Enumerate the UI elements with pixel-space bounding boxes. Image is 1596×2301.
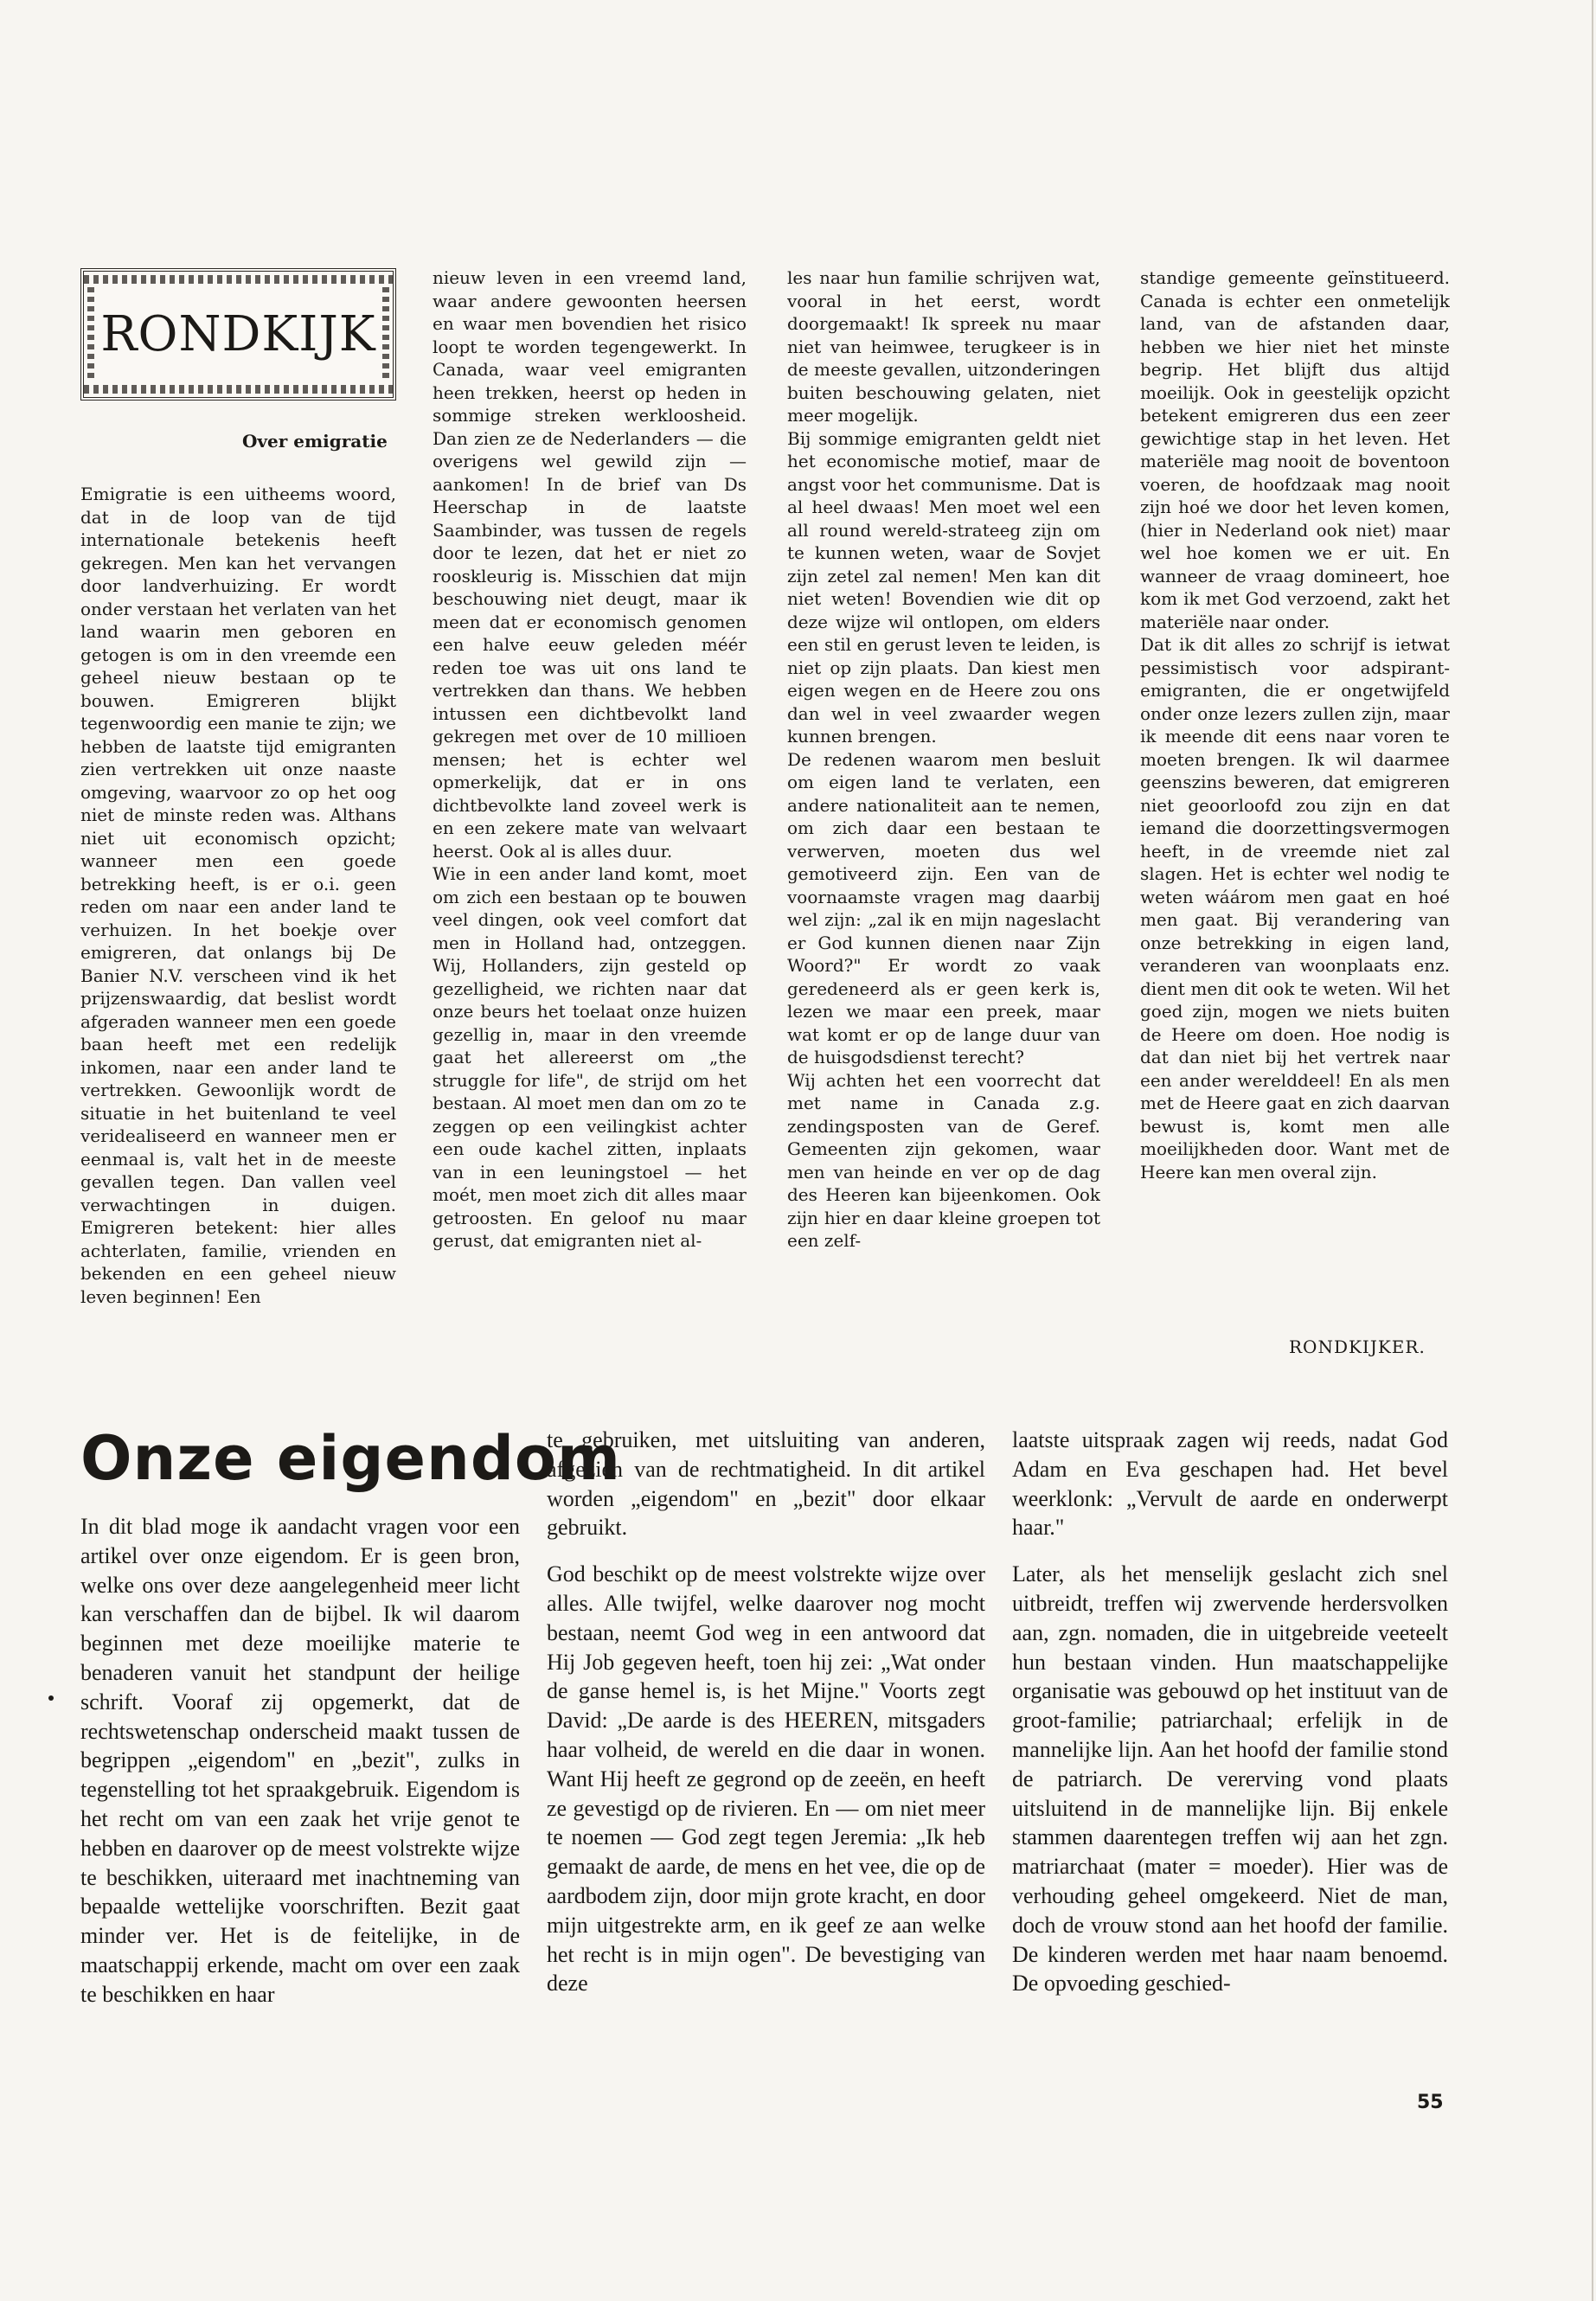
ornamental-border-left (87, 287, 94, 381)
paragraph: De redenen waarom men besluit om eigen land te verlaten, een andere nationaliteit aan te nemen, om zich daar een bestaan te verwerven, moeten dus wel gemotiveerd zijn. Een van de voornaamste vragen mag daarbij wel zijn: „zal ik en mijn nageslacht er God kunnen dienen naar Zijn Woord?" Er wordt zo vaak geredeneerd als er geen kerk is, lezen we maar een preek, maar wat komt er op de lange duur van de huisgodsdienst terecht? (787, 748, 1100, 1067)
eigendom-column-1 (80, 1512, 520, 2066)
rondkijk-column-2 (433, 266, 747, 1363)
paragraph: Wij achten het een voorrecht dat met name in Canada z.g. zendingsposten van de Geref. Gemeenten zijn gekomen, waar men van heinde en ver op de dag des Heeren kan bijeenkomen. Ook zijn hier en daar kleine groepen tot een zelf- (787, 1069, 1100, 1251)
rondkijk-column-4 (1140, 266, 1450, 1339)
paragraph: nieuw leven in een vreemd land, waar andere gewoonten heersen en waar men bovendien het risico loopt te worden tegengewerkt. In Canada, waar veel emigranten heen trekken, heerst op heden in sommige streken werkloosheid. Dan zien ze de Nederlanders — die overigens wel gewild zijn — aankomen! In de brief van Ds Heerschap in de laatste Saambinder, was tussen de regels door te lezen, dat het er niet zo rooskleurig is. Misschien dat mijn beschouwing niet deugt, maar ik meen dat er economisch genomen een halve eeuw geleden méér reden toe was uit ons land te vertrekken dan thans. We hebben intussen een dichtbevolkt land gekregen met over de 10 millioen mensen; het is echter wel opmerkelijk, dat er in ons dichtbevolkte land zoveel werk is en een zekere mate van welvaart heerst. Ook al is alles duur. (433, 267, 747, 862)
paragraph: Wie in een ander land komt, moet om zich een bestaan op te bouwen veel dingen, ook veel comfort dat men in Holland had, ontzeggen. Wij, Hollanders, zijn gesteld op gezelligheid, we richten naar dat onze beurs het toelaat onze huizen gezellig in, maar in den vreemde gaat het allereerst om „the struggle for life", de strijd om het bestaan. Al moet men dan om zo te zeggen op een veilingkist achter een oude kachel zitten, inplaats van in een leuningstoel — het moét, men moet zich dit alles maar getroosten. En geloof nu maar gerust, dat emigranten niet al- (433, 863, 747, 1251)
rondkijk-subtitle: Over emigratie (242, 431, 388, 452)
article-heading: Onze eigendom (80, 1423, 621, 1494)
ornamental-border-top (84, 275, 393, 284)
rondkijk-title: RONDKIJK (100, 306, 376, 362)
page-number: 55 (1417, 2092, 1444, 2113)
paragraph: les naar hun familie schrijven wat, vooral in het eerst, wordt doorgemaakt! Ik spreek nu maar niet van heimwee, terugkeer is in de meeste gevallen, uitzonderingen buiten beschouwing gelaten, niet meer mogelijk. (787, 267, 1100, 426)
rondkijk-column-3 (787, 266, 1100, 1363)
rondkijk-column-1 (80, 483, 396, 1358)
page-edge (1592, 0, 1593, 2301)
paragraph: In dit blad moge ik aandacht vragen voor een artikel over onze eigendom. Er is geen bron, welke ons over deze aangelegenheid meer licht kan verschaffen dan de bijbel. Ik wil daarom beginnen met deze moeilijke materie te benaderen vanuit het standpunt der heilige schrift. Vooraf zij opgemerkt, dat de rechtswetenschap onderscheid maakt tussen de begrippen „eigendom" en „bezit", zulks in tegenstelling tot het spraakgebruik. Eigendom is het recht om van een zaak het vrije genot te hebben en daarover op de meest volstrekte wijze te beschikken, uiteraard met inachtneming van bepaalde wettelijke voorschriften. Bezit gaat minder ver. Het is de feitelijke, in de maatschappij erkende, macht om over een zaak te beschikken en haar (80, 1514, 520, 2007)
ornamental-border-bottom (84, 385, 393, 394)
paragraph: laatste uitspraak zagen wij reeds, nadat God Adam en Eva geschapen had. Het bevel weerklonk: „Vervult de aarde en onderwerpt haar." (1012, 1427, 1448, 1541)
eigendom-column-3 (1012, 1426, 1448, 2066)
paragraph: Bij sommige emigranten geldt niet het economische motief, maar de angst voor het communisme. Dat is al heel dwaas! Men moet wel een all round wereld-strateeg zijn om te kunnen weten, waar de Sovjet zijn zetel zal nemen! Men kan dit niet weten! Bovendien wie dit op deze wijze wil ontlopen, om elders een stil en gerust leven te leiden, is niet op zijn plaats. Dan kiest men eigen wegen en de Heere zou ons dan wel in veel zwaarder wegen kunnen brengen. (787, 427, 1100, 747)
rondkijk-header-frame (80, 268, 396, 401)
paragraph: Dat ik dit alles zo schrijf is ietwat pessimistisch voor adspirant-emigranten, die er ongetwijfeld onder onze lezers zullen zijn, maar ik meende dit eens naar voren te moeten brengen. Ik wil daarmee geenszins beweren, dat emigreren niet geoorloofd zou zijn en dat iemand die doorzettingsvermogen heeft, in de vreemde niet zal slagen. Het is echter wel nodig te weten wáárom men gaat en hoé men gaat. Bij verandering van onze betrekking in eigen land, veranderen van woonplaats enz. dient men dit ook te weten. Wil het goed zijn, mogen we niets buiten de Heere om doen. Hoe nodig is dat dan niet bij het vertrek naar een ander werelddeel! En als men met de Heere gaat en zich daarvan bewust is, komt men alle moeilijkheden door. Want met de Heere kan men overal zijn. (1140, 634, 1450, 1183)
paragraph: Later, als het menselijk geslacht zich snel uitbreidt, treffen wij zwervende herdersvolken aan, zgn. nomaden, die in uitgebreide veeteelt hun bestaan vinden. Hun maatschappelijke organisatie was gebouwd op het instituut van de groot-familie; patriarchaal; erfelijk in de mannelijke lijn. Aan het hoofd der familie stond de patriarch. De vererving vond plaats uitsluitend in de mannelijke lijn. Bij enkele stammen daarentegen treffen wij aan het zgn. matriarchaat (mater = moeder). Hier was de verhouding geheel omgekeerd. Niet de man, doch de vrouw stond aan het hoofd der familie. De kinderen werden met haar naam benoemd. De opvoeding geschied- (1012, 1561, 1448, 1997)
eigendom-column-2 (547, 1426, 985, 2066)
paragraph: standige gemeente geïnstitueerd. Canada is echter een onmetelijk land, van de afstanden daar, hebben we hier niet het minste begrip. Het blijft dus altijd moeilijk. Ook in geestelijk opzicht betekent emigreren dus een zeer gewichtige stap in het leven. Het materiële mag nooit de boventoon voeren, de hoofdzaak mag nooit zijn hoé we door het leven komen, (hier in Nederland ook niet) maar wel hoe komen we er uit. En wanneer de vraag domineert, hoe kom ik met God verzoend, zakt het materiële naar onder. (1140, 267, 1450, 632)
paragraph: God beschikt op de meest volstrekte wijze over alles. Alle twijfel, welke daarover nog mocht bestaan, neemt God weg in een antwoord dat Hij Job gegeven heeft, toen hij zei: „Wat onder de ganse hemel is, is het Mijne." Voorts zegt David: „De aarde is des HEEREN, mitsgaders haar volheid, de wereld en die daar in wonen. Want Hij heeft ze gegrond op de zeeën, en heeft ze gevestigd op de rivieren. En — om niet meer te noemen — God zegt tegen Jeremia: „Ik heb gemaakt de aarde, de mens en het vee, die op de aardbodem zijn, door mijn grote kracht, en door mijn uitgestrekte arm, en ik geef ze aan welke het recht is in mijn ogen". De bevestiging van deze (547, 1561, 985, 1997)
ornamental-border-right (382, 287, 389, 381)
paragraph: Emigratie is een uitheems woord, dat in de loop van de tijd internationale betekenis heeft gekregen. Men kan het vervangen door landverhuizing. Er wordt onder verstaan het verlaten van het land waarin men geboren en getogen is om in den vreemde een geheel nieuw bestaan op te bouwen. Emigreren blijkt tegenwoordig een manie te zijn; we hebben de laatste tijd emigranten zien vertrekken uit onze naaste omgeving, waarvoor zo op het oog niet de minste reden was. Althans niet uit economisch opzicht; wanneer men een goede betrekking heeft, is er o.i. geen reden om naar een ander land te verhuizen. In het boekje over emigreren, dat onlangs bij De Banier N.V. verscheen vind ik het prijzenswaardig, dat beslist wordt afgeraden wanneer men een goede baan heeft met een redelijk inkomen, naar een ander land te vertrekken. Gewoonlijk wordt de situatie in het buitenland te veel veridealiseerd en wanneer men er eenmaal is, valt het in de meeste gevallen tegen. Dan vallen veel verwachtingen in duigen. Emigreren betekent: hier alles achterlaten, familie, vrienden en bekenden en een geheel nieuw leven beginnen! Een (80, 484, 396, 1307)
paragraph: te gebruiken, met uitsluiting van anderen, afgezien van de rechtmatigheid. In dit artikel worden „eigendom" en „bezit" door elkaar gebruikt. (547, 1427, 985, 1541)
ink-mark (48, 1695, 54, 1701)
author-signoff: RONDKIJKER. (1289, 1336, 1426, 1357)
